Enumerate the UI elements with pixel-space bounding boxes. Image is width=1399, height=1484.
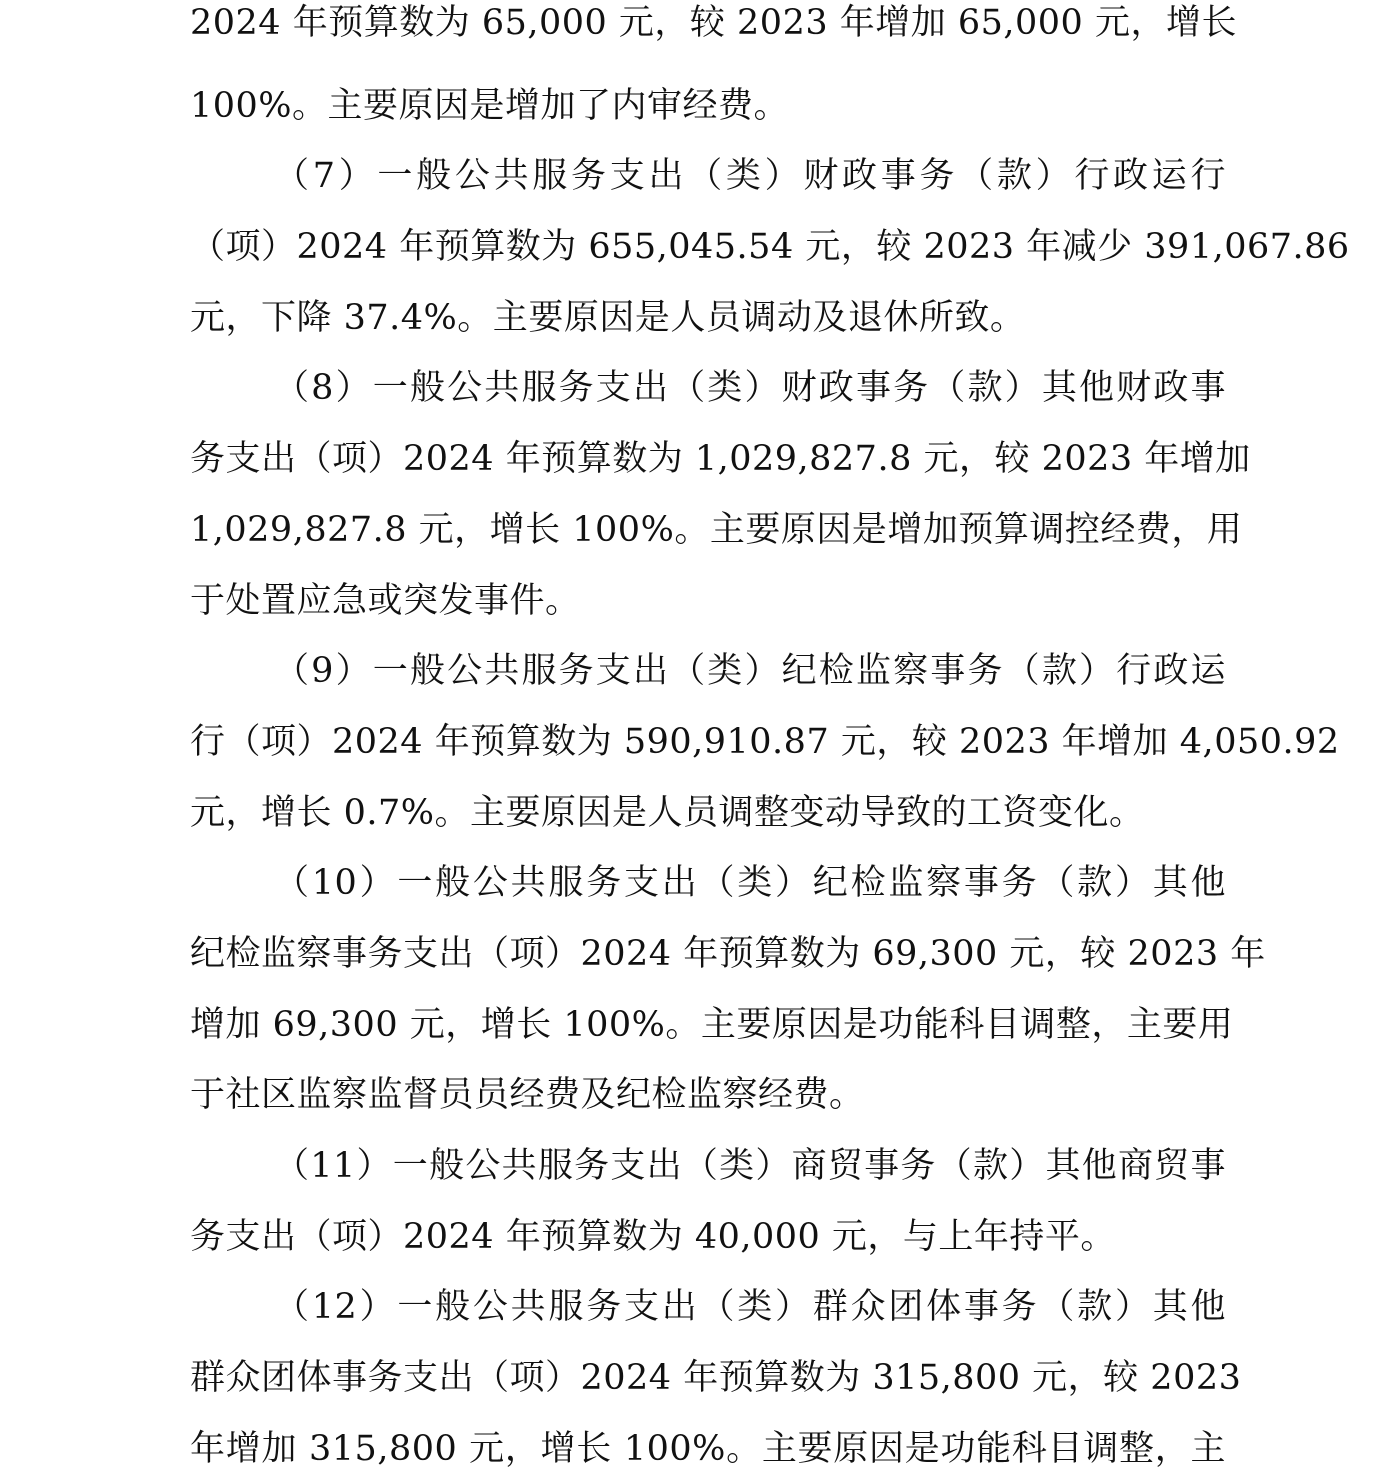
text-line: 元，增长 0.7%。主要原因是人员调整变动导致的工资变化。 — [190, 792, 1145, 833]
text-line: 行（项）2024 年预算数为 590,910.87 元，较 2023 年增加 4,050.92 — [190, 721, 1340, 762]
text-line: 增加 69,300 元，增长 100%。主要原因是功能科目调整，主要用 — [190, 1004, 1234, 1045]
text-line: 务支出（项）2024 年预算数为 1,029,827.8 元，较 2023 年增加 — [190, 439, 1251, 480]
text-line: 元，下降 37.4%。主要原因是人员调动及退休所致。 — [190, 297, 1026, 338]
text-line: 100%。主要原因是增加了内审经费。 — [190, 85, 790, 126]
text-line: 2024 年预算数为 65,000 元，较 2023 年增加 65,000 元，增长 — [190, 3, 1237, 43]
text-line: 纪检监察事务支出（项）2024 年预算数为 69,300 元，较 2023 年 — [190, 933, 1266, 974]
text-line: （10）一般公共服务支出（类）纪检监察事务（款）其他 — [274, 863, 1226, 904]
text-line: 年增加 315,800 元，增长 100%。主要原因是功能科目调整，主 — [190, 1428, 1226, 1469]
text-line: （9）一般公共服务支出（类）纪检监察事务（款）行政运 — [274, 651, 1226, 692]
text-line: 于社区监察监督员员经费及纪检监察经费。 — [190, 1075, 865, 1116]
text-line: 于处置应急或突发事件。 — [190, 580, 581, 621]
text-line: 群众团体事务支出（项）2024 年预算数为 315,800 元，较 2023 — [190, 1358, 1242, 1399]
text-line: （项）2024 年预算数为 655,045.54 元，较 2023 年减少 391,067.86 — [190, 227, 1350, 268]
text-line: （11）一般公共服务支出（类）商贸事务（款）其他商贸事 — [274, 1146, 1226, 1186]
text-line: （7）一般公共服务支出（类）财政事务（款）行政运行 — [274, 156, 1226, 197]
text-line: （8）一般公共服务支出（类）财政事务（款）其他财政事 — [274, 368, 1226, 409]
text-line: 务支出（项）2024 年预算数为 40,000 元，与上年持平。 — [190, 1216, 1116, 1257]
text-line: 1,029,827.8 元，增长 100%。主要原因是增加预算调控经费，用 — [190, 509, 1243, 550]
text-line: （12）一般公共服务支出（类）群众团体事务（款）其他 — [274, 1287, 1226, 1328]
document-body — [190, 0, 1350, 1484]
